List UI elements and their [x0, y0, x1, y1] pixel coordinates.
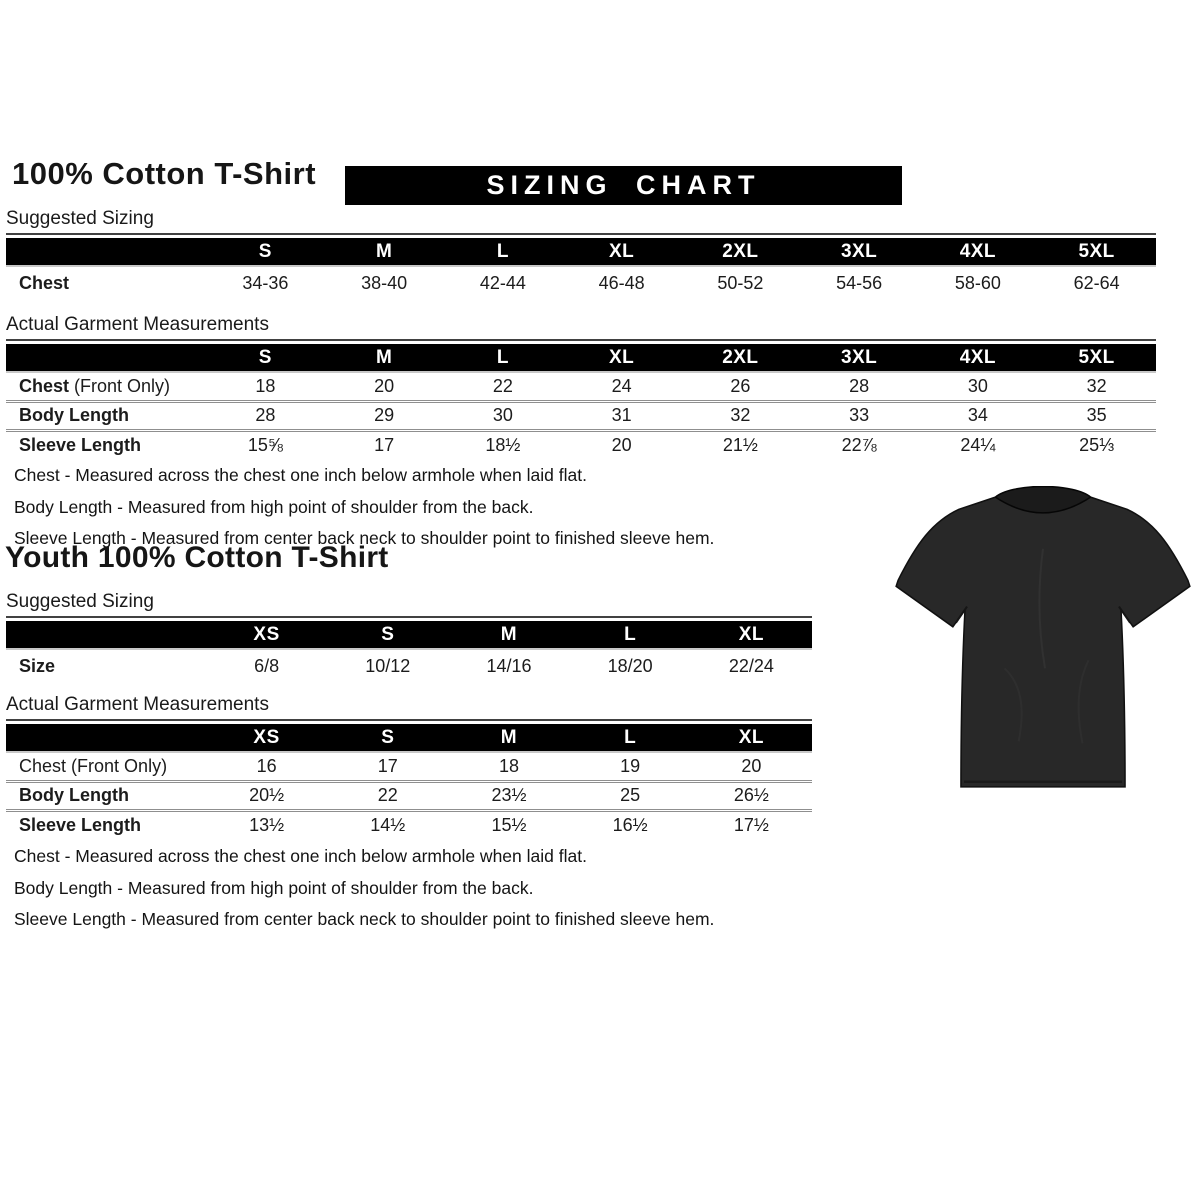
- measurement-cell: 28: [849, 375, 870, 396]
- row-label: [6, 781, 206, 810]
- youth-measurement-notes: [14, 841, 844, 936]
- row-label-text: Sleeve Length: [19, 434, 142, 455]
- size-column-header-s: S: [206, 344, 325, 372]
- row-label-text: Chest: [19, 272, 70, 293]
- size-column-header-4xl: 4XL: [919, 344, 1038, 372]
- row-label-text: Body Length: [19, 405, 129, 425]
- header-corner-cell: [6, 344, 206, 372]
- measurement-cell: 22⅞: [841, 434, 877, 455]
- measurement-cell: 26: [730, 375, 751, 396]
- row-label: [6, 401, 206, 430]
- banner-text: SIZING CHART: [486, 170, 761, 200]
- measurement-cell: 23½: [491, 785, 527, 805]
- size-column-header-m: M: [325, 344, 444, 372]
- row-label: [6, 752, 206, 781]
- page-title: 100% Cotton T-Shirt: [12, 156, 317, 191]
- measurement-cell: 24: [611, 375, 632, 396]
- measurement-cell: 32: [1086, 375, 1107, 396]
- measurement-cell: 20: [741, 755, 762, 776]
- row-label-text: Body Length: [19, 785, 129, 805]
- size-column-header-l: L: [570, 621, 691, 649]
- youth-actual-garment-measurements-label: Actual Garment Measurements: [6, 694, 812, 721]
- measurement-cell: 33: [849, 405, 870, 425]
- youth-suggested-sizing-table: [6, 621, 812, 682]
- measurement-cell: 32: [730, 405, 751, 425]
- measurement-cell: 46-48: [598, 272, 645, 293]
- measurement-cell: 16: [256, 755, 277, 776]
- measurement-cell: 25⅓: [1079, 434, 1115, 455]
- actual-garment-measurements-label: Actual Garment Measurements: [6, 314, 1156, 341]
- measurement-cell: 31: [611, 405, 632, 425]
- note-body-length: Body Length - Measured from high point of shoulder from the back.: [14, 877, 534, 898]
- note-chest: Chest - Measured across the chest one inch below armhole when laid flat.: [14, 465, 587, 485]
- measurement-cell: 20: [611, 434, 632, 455]
- youth-suggested-sizing-label: Suggested Sizing: [6, 591, 812, 618]
- measurement-cell: 17: [377, 755, 398, 776]
- measurement-cell: 34-36: [242, 272, 289, 293]
- measurement-cell: 18½: [485, 434, 521, 455]
- size-header-row: [6, 238, 1156, 266]
- measurement-cell: 58-60: [954, 272, 1001, 293]
- measurement-cell: 22: [492, 375, 513, 396]
- measurement-cell: 28: [255, 405, 276, 425]
- table-row-body-length: [6, 781, 812, 810]
- measurement-cell: 22/24: [728, 655, 774, 676]
- size-column-header-m: M: [448, 724, 569, 752]
- measurement-cell: 16½: [612, 814, 648, 835]
- measurement-cell: 21½: [722, 434, 758, 455]
- size-column-header-xs: XS: [206, 724, 327, 752]
- adult-measurements-section: [6, 314, 1156, 459]
- measurement-cell: 54-56: [836, 272, 883, 293]
- size-column-header-xl: XL: [691, 724, 812, 752]
- measurement-cell: 18: [498, 755, 519, 776]
- row-label-text: Sleeve Length: [19, 814, 142, 835]
- measurement-cell: 20: [374, 375, 395, 396]
- adult-measurements-table-container: [6, 344, 1156, 459]
- size-column-header-s: S: [206, 238, 325, 266]
- size-header-row: [6, 344, 1156, 372]
- measurement-cell: 20½: [249, 785, 285, 805]
- size-column-header-l: L: [444, 238, 563, 266]
- size-column-header-3xl: 3XL: [800, 344, 919, 372]
- measurement-cell: 18/20: [607, 655, 653, 676]
- measurement-cell: 18: [255, 375, 276, 396]
- size-column-header-5xl: 5XL: [1037, 238, 1156, 266]
- size-header-row: [6, 724, 812, 752]
- measurement-cell: 25: [620, 785, 641, 805]
- measurement-cell: 42-44: [479, 272, 526, 293]
- table-row-body-length: [6, 401, 1156, 430]
- size-header-row: [6, 621, 812, 649]
- measurement-cell: 14½: [370, 814, 406, 835]
- table-row-chest: [6, 266, 1156, 299]
- measurement-cell: 17½: [733, 814, 769, 835]
- youth-measurements-table-container: [6, 724, 812, 839]
- row-label-text: Size: [19, 655, 56, 676]
- note-sleeve-length: Sleeve Length - Measured from center back neck to shoulder point to finished sleeve hem.: [14, 909, 715, 929]
- measurement-cell: 35: [1086, 405, 1107, 425]
- table-row-chest: [6, 752, 812, 781]
- row-label: [6, 810, 206, 839]
- size-column-header-2xl: 2XL: [681, 344, 800, 372]
- row-label: [6, 372, 206, 401]
- tshirt-body-shape: [896, 490, 1190, 787]
- adult-measurements-table: [6, 344, 1156, 459]
- row-label: [6, 266, 206, 299]
- table-row-sleeve-length: [6, 430, 1156, 459]
- measurement-cell: 62-64: [1073, 272, 1120, 293]
- measurement-cell: 14/16: [486, 655, 532, 676]
- row-label-note: (Front Only): [71, 755, 168, 776]
- table-row-sleeve-length: [6, 810, 812, 839]
- measurement-cell: 19: [620, 755, 641, 776]
- measurement-cell: 6/8: [254, 655, 280, 676]
- size-column-header-m: M: [325, 238, 444, 266]
- sizing-chart-banner: [345, 166, 902, 205]
- measurement-cell: 50-52: [717, 272, 764, 293]
- measurement-cell: 15⅝: [247, 434, 283, 455]
- row-label-note: (Front Only): [74, 375, 171, 396]
- row-label: [6, 649, 206, 682]
- measurement-cell: 15½: [491, 814, 527, 835]
- size-column-header-2xl: 2XL: [681, 238, 800, 266]
- measurement-cell: 29: [374, 405, 395, 425]
- measurement-cell: 26½: [733, 785, 769, 805]
- size-column-header-5xl: 5XL: [1037, 344, 1156, 372]
- header-corner-cell: [6, 621, 206, 649]
- measurement-cell: 34: [967, 405, 988, 425]
- youth-section-title: Youth 100% Cotton T-Shirt: [5, 541, 389, 574]
- measurement-cell: 30: [967, 375, 988, 396]
- size-column-header-xl: XL: [562, 344, 681, 372]
- table-row-chest: [6, 372, 1156, 401]
- measurement-cell: 22: [377, 785, 398, 805]
- size-column-header-3xl: 3XL: [800, 238, 919, 266]
- size-column-header-s: S: [327, 724, 448, 752]
- row-label-text: Chest: [19, 755, 67, 776]
- note-chest: Chest - Measured across the chest one inch below armhole when laid flat.: [14, 846, 587, 866]
- adult-suggested-sizing-table-container: [6, 238, 1156, 299]
- measurement-cell: 38-40: [361, 272, 408, 293]
- size-column-header-l: L: [570, 724, 691, 752]
- size-column-header-xl: XL: [691, 621, 812, 649]
- size-column-header-xl: XL: [562, 238, 681, 266]
- youth-suggested-sizing-section: [6, 591, 812, 682]
- measurement-cell: 10/12: [365, 655, 411, 676]
- adult-suggested-sizing-section: [6, 208, 1156, 299]
- youth-measurements-section: [6, 694, 812, 839]
- adult-suggested-sizing-table: [6, 238, 1156, 299]
- size-column-header-l: L: [444, 344, 563, 372]
- measurement-cell: 17: [374, 434, 395, 455]
- measurement-cell: 13½: [249, 814, 285, 835]
- youth-suggested-sizing-table-container: [6, 621, 812, 682]
- header-corner-cell: [6, 238, 206, 266]
- size-column-header-xs: XS: [206, 621, 327, 649]
- note-body-length: Body Length - Measured from high point of shoulder from the back.: [14, 496, 534, 517]
- measurement-cell: 24¼: [960, 434, 996, 455]
- size-column-header-4xl: 4XL: [919, 238, 1038, 266]
- black-tshirt-image: [891, 486, 1195, 800]
- note-sleeve-length: Sleeve Length - Measured from center back neck to shoulder point to finished sleeve hem.: [14, 528, 715, 548]
- row-label-text: Chest: [19, 375, 70, 396]
- table-row-size: [6, 649, 812, 682]
- measurement-cell: 30: [492, 405, 513, 425]
- size-column-header-s: S: [327, 621, 448, 649]
- header-corner-cell: [6, 724, 206, 752]
- row-label: [6, 430, 206, 459]
- size-column-header-m: M: [448, 621, 569, 649]
- suggested-sizing-label: Suggested Sizing: [6, 208, 1156, 235]
- youth-measurements-table: [6, 724, 812, 839]
